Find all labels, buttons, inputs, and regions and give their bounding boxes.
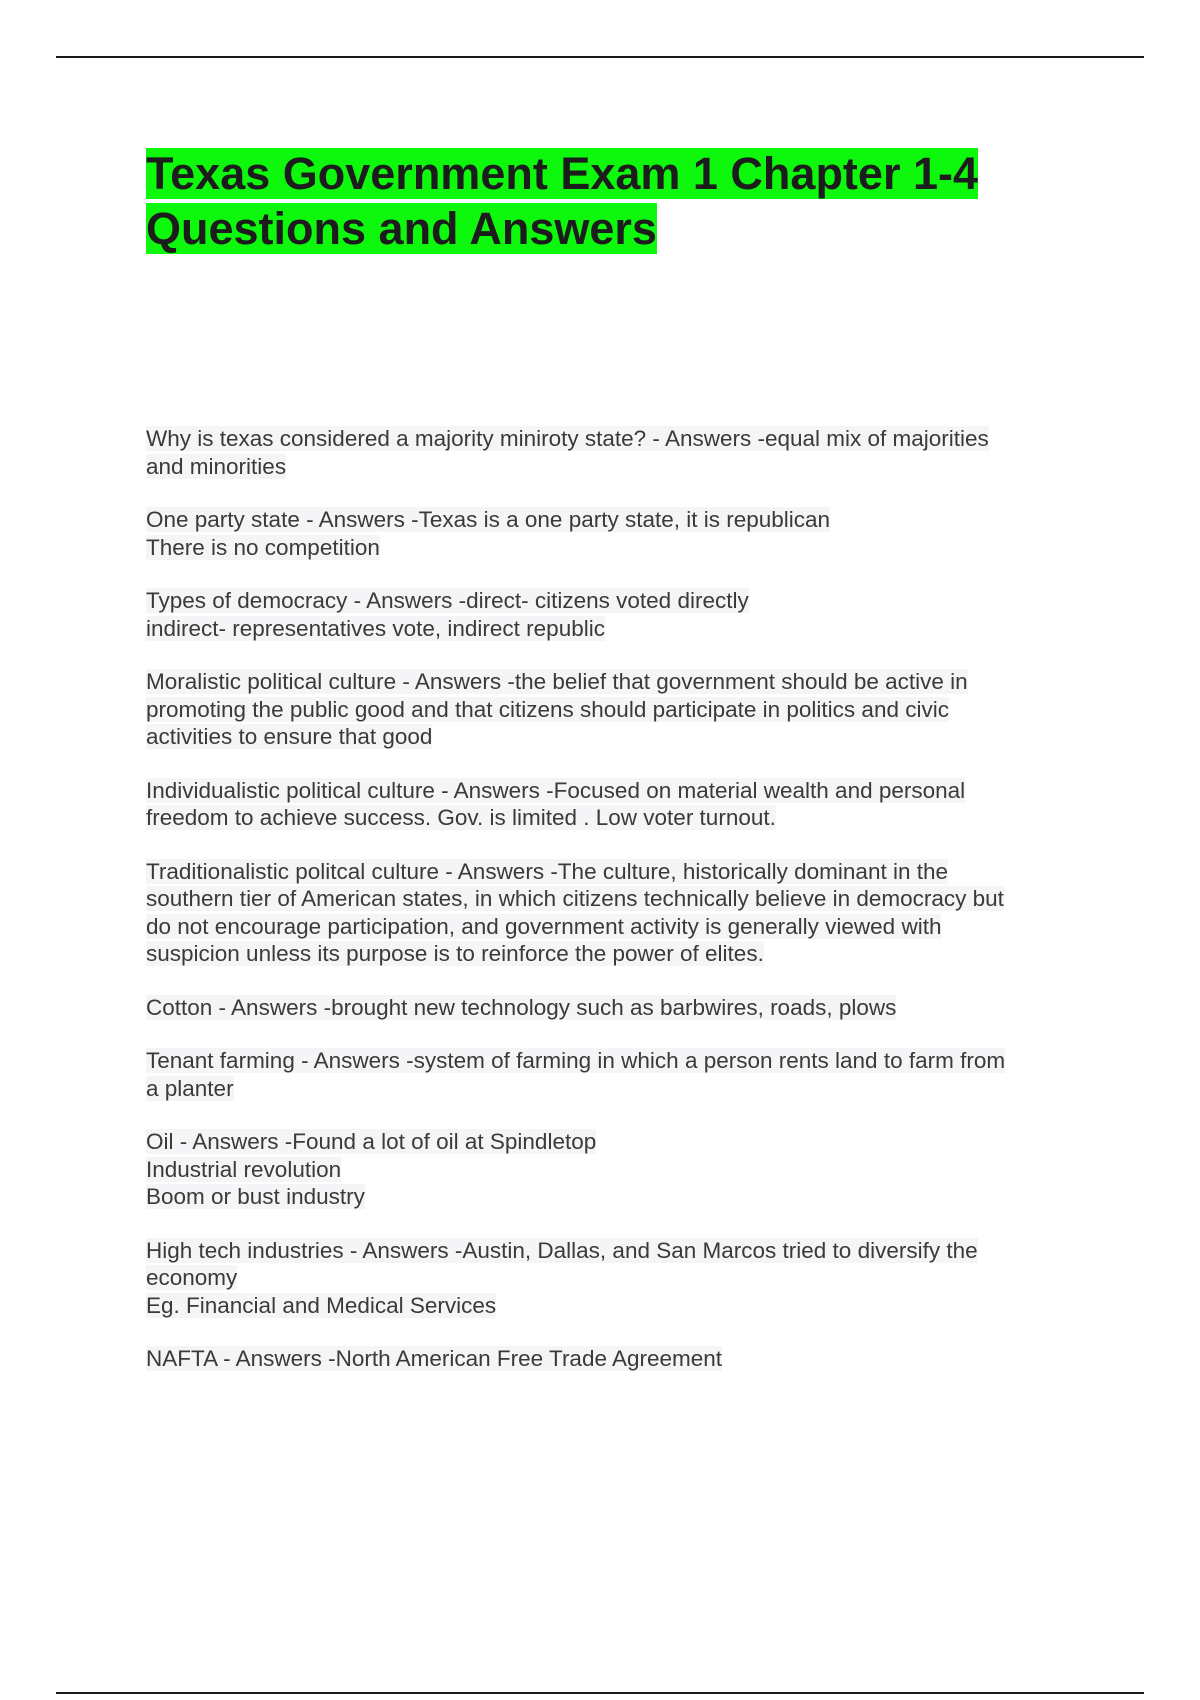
qa-item xyxy=(146,994,1086,1022)
qa-item xyxy=(146,587,1086,642)
qa-line-text: Traditionalistic politcal culture - Answers -The culture, historically dominant in the xyxy=(146,858,949,884)
qa-item xyxy=(146,858,1086,968)
qa-line xyxy=(146,913,1086,941)
qa-line-text: southern tier of American states, in which citizens technically believe in democracy but xyxy=(146,886,1004,911)
qa-line-text: a planter xyxy=(146,1075,234,1101)
qa-item xyxy=(146,777,1086,832)
qa-line-text: There is no competition xyxy=(146,534,380,560)
qa-line-text: and minorities xyxy=(146,453,287,479)
qa-line-text: freedom to achieve success. Gov. is limited . Low voter turnout. xyxy=(146,805,776,830)
qa-line xyxy=(146,723,1086,751)
qa-line xyxy=(146,885,1086,913)
qa-line-text: High tech industries - Answers -Austin, Dallas, and San Marcos tried to diversify the xyxy=(146,1237,978,1263)
title-line-2: Questions and Answers xyxy=(146,203,657,254)
qa-line xyxy=(146,1345,1086,1373)
qa-line-text: Oil - Answers -Found a lot of oil at Spindletop xyxy=(146,1129,597,1154)
document-title xyxy=(146,146,1086,256)
qa-line xyxy=(146,1292,1086,1320)
qa-line xyxy=(146,1156,1086,1184)
qa-list xyxy=(146,425,1086,1399)
qa-item xyxy=(146,506,1086,561)
qa-line xyxy=(146,804,1086,832)
qa-line-text: Why is texas considered a majority miniroty state? - Answers -equal mix of majorities xyxy=(146,426,989,451)
qa-item xyxy=(146,1128,1086,1211)
qa-line-text: NAFTA - Answers -North American Free Trade Agreement xyxy=(146,1346,723,1371)
qa-line xyxy=(146,777,1086,805)
qa-line-text: Industrial revolution xyxy=(146,1156,342,1182)
qa-line-text: promoting the public good and that citizens should participate in politics and civic xyxy=(146,696,949,722)
qa-line-text: Tenant farming - Answers -system of farming in which a person rents land to farm from xyxy=(146,1048,1006,1073)
qa-line-text: Eg. Financial and Medical Services xyxy=(146,1292,497,1318)
qa-line-text: economy xyxy=(146,1265,238,1290)
title-line-1: Texas Government Exam 1 Chapter 1-4 xyxy=(146,148,978,199)
qa-line xyxy=(146,940,1086,968)
qa-line xyxy=(146,1047,1086,1075)
qa-line-text: Moralistic political culture - Answers -the belief that government should be active in xyxy=(146,669,968,694)
qa-line xyxy=(146,1075,1086,1103)
qa-line-text: Boom or bust industry xyxy=(146,1184,365,1209)
qa-line xyxy=(146,1183,1086,1211)
qa-line-text: suspicion unless its purpose is to reinforce the power of elites. xyxy=(146,941,764,966)
qa-line xyxy=(146,425,1086,453)
qa-line-text: One party state - Answers -Texas is a one party state, it is republican xyxy=(146,507,831,532)
qa-line xyxy=(146,506,1086,534)
qa-line xyxy=(146,668,1086,696)
qa-item xyxy=(146,1345,1086,1373)
qa-line-text: Individualistic political culture - Answers -Focused on material wealth and personal xyxy=(146,777,966,803)
qa-line xyxy=(146,587,1086,615)
qa-line xyxy=(146,615,1086,643)
qa-line xyxy=(146,534,1086,562)
qa-line-text: indirect- representatives vote, indirect republic xyxy=(146,615,605,641)
qa-line-text: Types of democracy - Answers -direct- citizens voted directly xyxy=(146,588,749,613)
qa-line-text: activities to ensure that good xyxy=(146,724,433,749)
qa-line xyxy=(146,858,1086,886)
qa-line xyxy=(146,453,1086,481)
top-rule xyxy=(56,56,1144,58)
qa-item xyxy=(146,425,1086,480)
qa-line xyxy=(146,696,1086,724)
qa-item xyxy=(146,1237,1086,1320)
qa-line xyxy=(146,1264,1086,1292)
qa-item xyxy=(146,668,1086,751)
qa-line-text: Cotton - Answers -brought new technology such as barbwires, roads, plows xyxy=(146,994,897,1020)
qa-item xyxy=(146,1047,1086,1102)
bottom-rule xyxy=(56,1692,1144,1694)
qa-line-text: do not encourage participation, and government activity is generally viewed with xyxy=(146,913,942,939)
qa-line xyxy=(146,1128,1086,1156)
qa-line xyxy=(146,994,1086,1022)
qa-line xyxy=(146,1237,1086,1265)
